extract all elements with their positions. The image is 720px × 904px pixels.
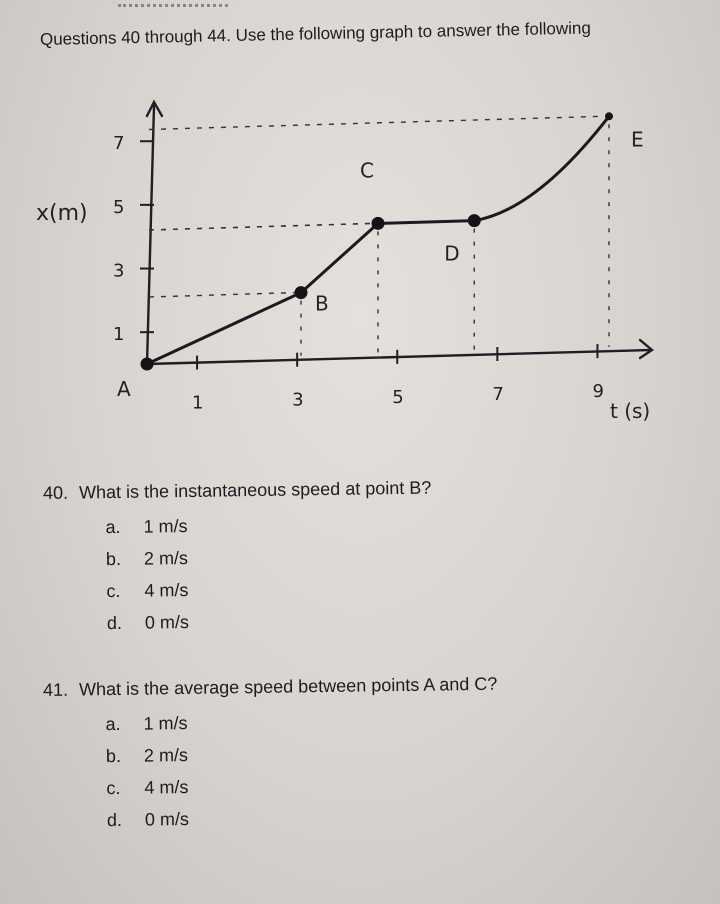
option-text: 4 m/s [144, 776, 189, 798]
question-41 [43, 674, 499, 837]
y-tick-label: 5 [113, 196, 125, 218]
point-label-b: B [315, 291, 329, 316]
option-c[interactable] [106, 571, 433, 608]
x-axis [147, 350, 650, 364]
position-curve [147, 116, 609, 364]
option-letter: d. [106, 612, 123, 634]
question-text: What is the instantaneous speed at point B? [78, 477, 432, 503]
option-letter: b. [105, 548, 122, 570]
page-header: Questions 40 through 44. Use the following graph to answer the following [39, 18, 592, 49]
question-40 [43, 478, 433, 640]
option-text: 2 m/s [143, 547, 189, 569]
option-text: 1 m/s [143, 712, 188, 734]
option-letter: c. [106, 777, 121, 799]
option-text: 0 m/s [144, 808, 190, 830]
option-b[interactable] [106, 539, 433, 576]
data-point [605, 112, 613, 120]
option-letter: a. [105, 516, 121, 538]
option-d[interactable] [107, 799, 500, 836]
data-point [372, 217, 385, 230]
x-tick-label: 9 [592, 381, 604, 403]
x-axis-title: t (s) [610, 399, 651, 423]
answer-options [43, 507, 433, 640]
point-label-e: E [631, 127, 644, 152]
option-letter: b. [105, 745, 122, 767]
question-text: What is the average speed between points A and C? [78, 673, 498, 700]
guide-line-horizontal [149, 293, 295, 297]
option-letter: a. [105, 713, 121, 735]
option-text: 0 m/s [144, 611, 190, 633]
option-letter: d. [106, 809, 123, 831]
y-tick-label: 3 [113, 260, 125, 282]
option-a[interactable] [105, 507, 432, 544]
guide-line-horizontal [149, 116, 603, 129]
point-label-a: A [117, 377, 131, 401]
question-number: 41. [42, 679, 69, 701]
option-text: 4 m/s [144, 579, 189, 601]
y-axis [147, 106, 154, 364]
x-tick-label: 5 [392, 386, 404, 408]
y-tick-label: 7 [113, 133, 125, 155]
point-label-d: D [444, 241, 460, 266]
option-letter: c. [106, 580, 121, 602]
data-point [295, 286, 308, 299]
option-text: 1 m/s [143, 515, 188, 537]
answer-options [43, 703, 499, 837]
x-tick-label: 1 [192, 392, 204, 414]
point-label-c: C [360, 158, 374, 183]
data-point [141, 358, 154, 371]
x-tick-label: 3 [292, 389, 304, 411]
question-number: 40. [42, 482, 69, 504]
y-axis-title: x(m) [36, 201, 88, 226]
cut-off-text-top [118, 0, 228, 7]
data-point [468, 214, 481, 227]
y-tick-label: 1 [113, 324, 125, 346]
position-time-graph [0, 88, 720, 428]
option-d[interactable] [107, 603, 434, 640]
option-text: 2 m/s [143, 744, 189, 766]
x-tick-label: 7 [492, 383, 504, 405]
